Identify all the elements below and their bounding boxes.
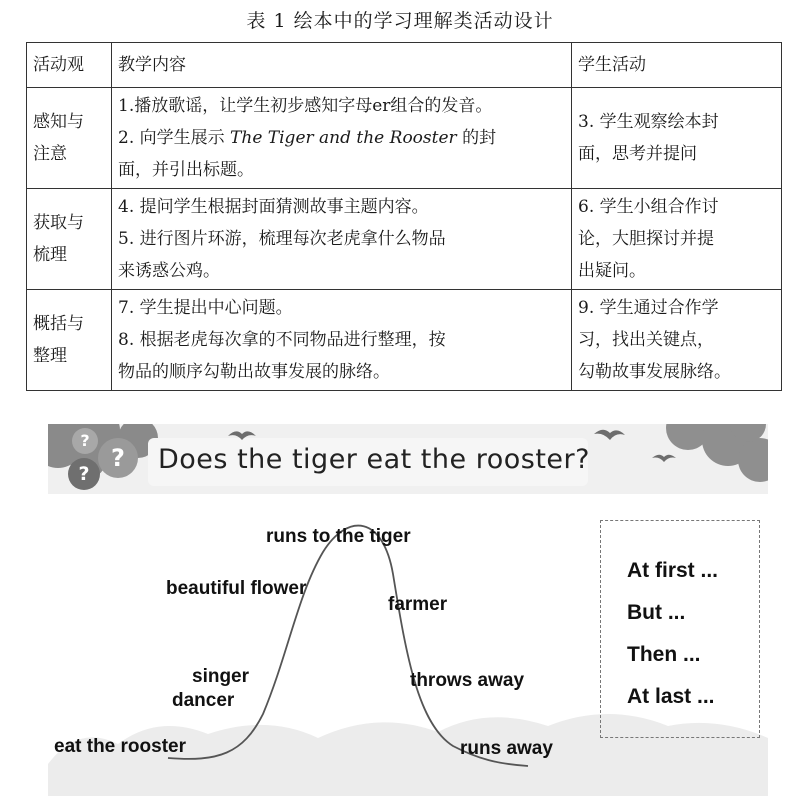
category-line: 概括与 — [33, 314, 84, 334]
story-steps-box — [600, 520, 760, 738]
content-line: 面，并引出标题。 — [118, 160, 254, 180]
story-step: At first ... — [627, 559, 719, 582]
header-teaching-content: 教学内容 — [112, 43, 572, 88]
category-cell — [27, 189, 112, 290]
content-line: 来诱惑公鸡。 — [118, 261, 220, 281]
table-row — [27, 290, 782, 391]
activity-cell — [572, 290, 782, 391]
content-text: 的封 — [456, 128, 497, 148]
book-title: The Tiger and the Rooster — [230, 128, 457, 148]
content-cell — [112, 290, 572, 391]
activity-line: 6. 学生小组合作讨 — [578, 197, 719, 217]
story-step: But ... — [627, 601, 686, 624]
category-line: 注意 — [33, 144, 67, 164]
curve-label-right-mid: throws away — [410, 670, 525, 691]
curve-label-left-mid-2: dancer — [172, 690, 235, 711]
content-line: 物品的顺序勾勒出故事发展的脉络。 — [118, 362, 390, 382]
activity-line: 勾勒故事发展脉络。 — [578, 362, 731, 382]
content-cell — [112, 88, 572, 189]
table-row — [27, 88, 782, 189]
category-line: 整理 — [33, 346, 67, 366]
header-activity-view: 活动观 — [27, 43, 112, 88]
activity-line: 论，大胆探讨并提 — [578, 229, 714, 249]
activity-line: 3. 学生观察绘本封 — [578, 112, 719, 132]
curve-label-left-upper: beautiful flower — [166, 578, 307, 599]
story-mountain-illustration — [48, 424, 768, 796]
table-row — [27, 189, 782, 290]
content-cell — [112, 189, 572, 290]
activity-line: 出疑问。 — [578, 261, 646, 281]
activity-line: 面，思考并提问 — [578, 144, 697, 164]
curve-label-peak: runs to the tiger — [266, 526, 411, 547]
activity-line: 9. 学生通过合作学 — [578, 298, 719, 318]
central-question: Does the tiger eat the rooster? — [158, 444, 590, 475]
content-line: 4. 提问学生根据封面猜测故事主题内容。 — [118, 197, 429, 217]
category-line: 梳理 — [33, 245, 67, 265]
activity-line: 习，找出关键点， — [578, 330, 714, 350]
activity-design-table — [26, 42, 782, 391]
story-step: At last ... — [627, 685, 715, 708]
curve-label-left-mid-1: singer — [192, 666, 250, 687]
curve-label-start: eat the rooster — [54, 736, 186, 757]
question-mark-icon: ? — [68, 458, 100, 490]
content-text: 2. 向学生展示 — [118, 128, 231, 148]
category-line: 感知与 — [33, 112, 84, 132]
table-caption: 表 1 绘本中的学习理解类活动设计 — [246, 10, 554, 32]
category-cell — [27, 88, 112, 189]
header-student-activity: 学生活动 — [572, 43, 782, 88]
question-mark-icon: ? — [98, 438, 138, 478]
content-line: 8. 根据老虎每次拿的不同物品进行整理，按 — [118, 330, 446, 350]
content-line: 5. 进行图片环游，梳理每次老虎拿什么物品 — [118, 229, 446, 249]
question-mark-icon: ? — [72, 428, 98, 454]
content-line — [118, 122, 565, 154]
curve-label-end: runs away — [460, 738, 553, 759]
curve-label-right-upper: farmer — [388, 594, 448, 615]
activity-cell — [572, 189, 782, 290]
content-line: 1.播放歌谣，让学生初步感知字母er组合的发音。 — [118, 96, 493, 116]
category-cell — [27, 290, 112, 391]
story-step: Then ... — [627, 643, 701, 666]
category-line: 获取与 — [33, 213, 84, 233]
activity-cell — [572, 88, 782, 189]
table-header-row — [27, 43, 782, 88]
content-line: 7. 学生提出中心问题。 — [118, 298, 293, 318]
